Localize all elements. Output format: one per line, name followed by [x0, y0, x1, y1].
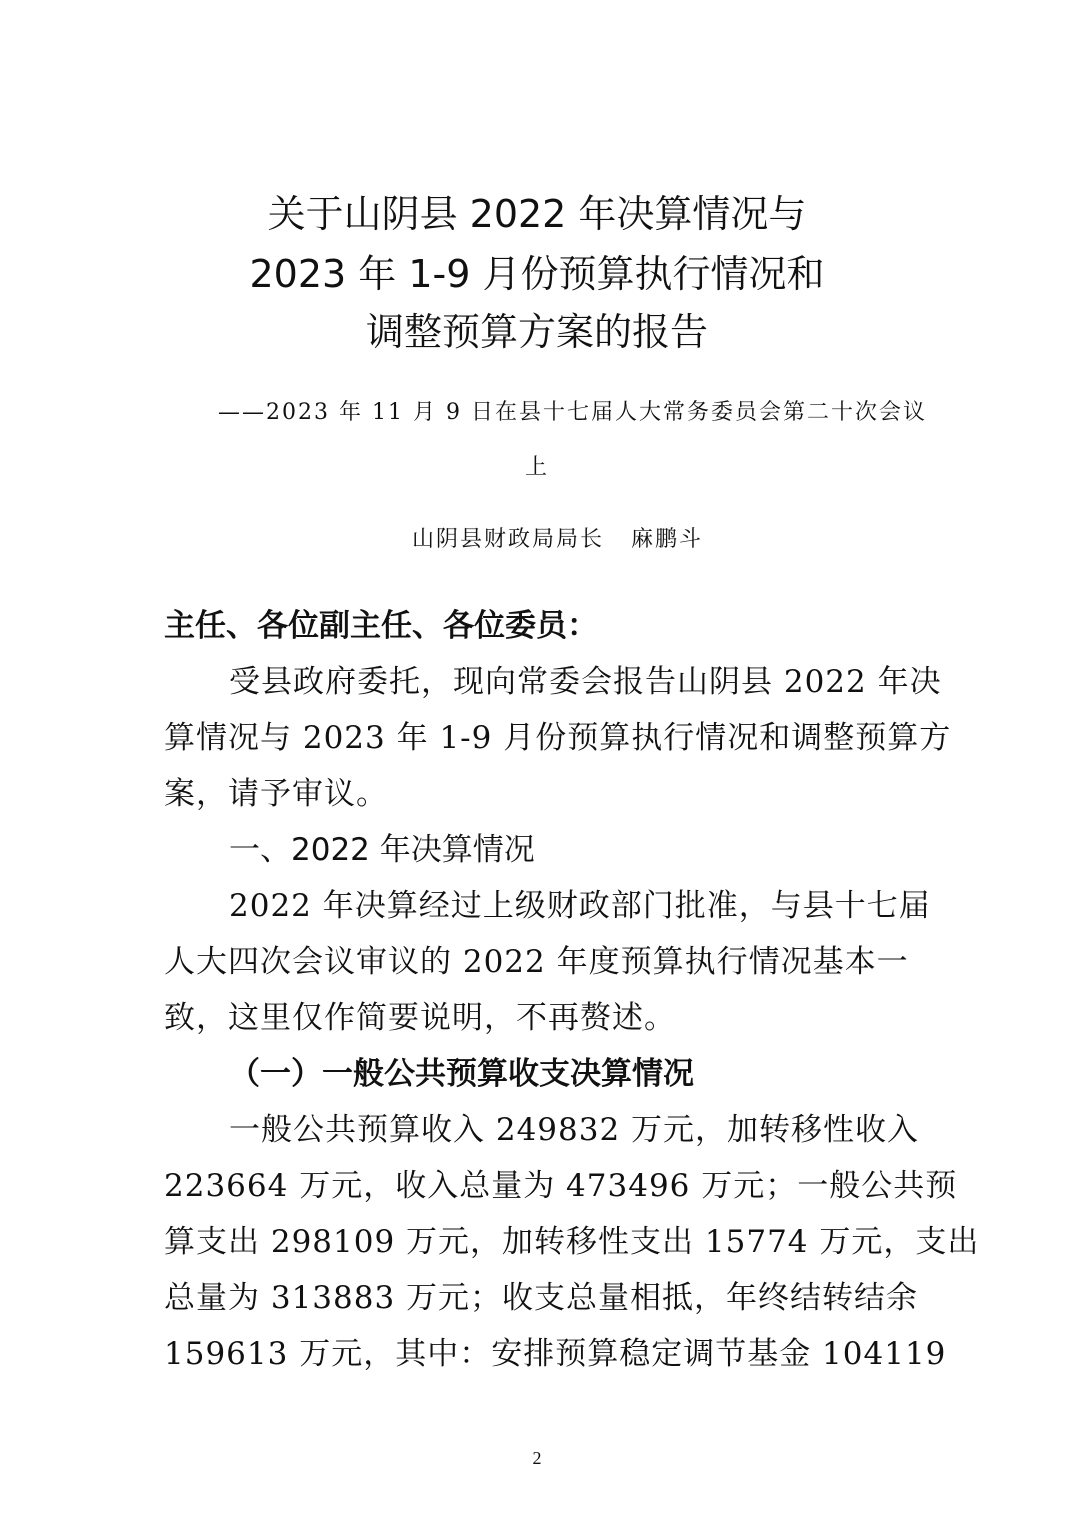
- section-1-heading: 一、2022 年决算情况: [229, 832, 535, 868]
- subsection-1-line-3: 算支出 298109 万元，加转移性支出 15774 万元，支出: [164, 1224, 980, 1260]
- subsection-1-line-2: 223664 万元，收入总量为 473496 万元；一般公共预: [164, 1168, 958, 1204]
- title-line-1: 关于山阴县 2022 年决算情况与: [267, 192, 807, 236]
- subsection-1-line-4: 总量为 313883 万元；收支总量相抵，年终结转结余: [164, 1280, 919, 1316]
- page-number: 2: [532, 1448, 542, 1468]
- author-line: 山阴县财政局局长 麻鹏斗: [412, 527, 703, 552]
- intro-line-1: 受县政府委托，现向常委会报告山阴县 2022 年决: [229, 664, 942, 700]
- subsection-1-heading: （一）一般公共预算收支决算情况: [229, 1056, 694, 1092]
- intro-line-2: 算情况与 2023 年 1-9 月份预算执行情况和调整预算方: [164, 720, 952, 756]
- section-1-line-3: 致，这里仅作简要说明，不再赘述。: [164, 1000, 676, 1036]
- subsection-1-line-5: 159613 万元，其中：安排预算稳定调节基金 104119: [164, 1336, 947, 1372]
- intro-line-3: 案，请予审议。: [164, 776, 388, 812]
- section-1-line-2: 人大四次会议审议的 2022 年度预算执行情况基本一: [164, 944, 909, 980]
- title-line-2: 2023 年 1-9 月份预算执行情况和: [249, 252, 825, 296]
- salutation: 主任、各位副主任、各位委员：: [164, 608, 598, 644]
- section-1-line-1: 2022 年决算经过上级财政部门批准，与县十七届: [229, 888, 931, 924]
- subsection-1-line-1: 一般公共预算收入 249832 万元，加转移性收入: [229, 1112, 920, 1148]
- title-line-3: 调整预算方案的报告: [365, 310, 708, 354]
- subtitle-line-1: ——2023 年 11 月 9 日在县十七届人大常务委员会第二十次会议: [218, 400, 927, 425]
- subtitle-line-2: 上: [524, 455, 549, 480]
